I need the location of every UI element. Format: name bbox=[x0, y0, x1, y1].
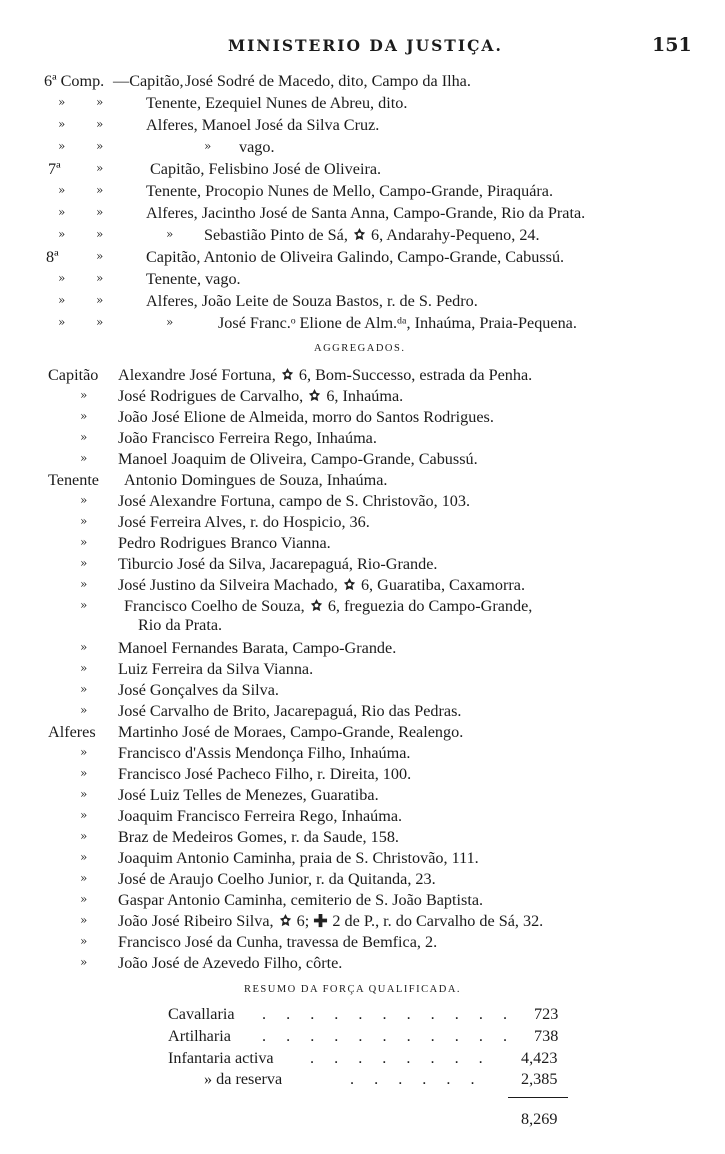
ditto-mark: » bbox=[80, 850, 88, 864]
aggregado-entry: José Alexandre Fortuna, campo de S. Christovão, 103. bbox=[118, 492, 471, 510]
ditto-mark: » bbox=[80, 661, 88, 675]
entry-text: José Rodrigues de Carvalho, bbox=[118, 387, 304, 405]
aggregado-entry: João Francisco Ferreira Rego, Inhaúma. bbox=[118, 429, 377, 447]
ditto-mark: » bbox=[80, 451, 88, 465]
ditto-mark: » bbox=[96, 139, 104, 153]
ditto-mark: » bbox=[58, 183, 66, 197]
ditto-mark: » bbox=[80, 808, 88, 822]
order-decoration-icon bbox=[307, 388, 322, 403]
ditto-mark: » bbox=[58, 293, 66, 307]
aggregado-entry: Francisco José da Cunha, travessa de Bemfica, 2. bbox=[118, 933, 438, 951]
leader-dots: . . . . . . . . bbox=[310, 1049, 491, 1067]
entry-text: 6, Guaratiba, Caxamorra. bbox=[360, 576, 525, 594]
order-decoration-icon bbox=[352, 227, 367, 242]
company-6-rank: —Capitão, bbox=[113, 72, 184, 90]
ditto-mark: » bbox=[58, 139, 66, 153]
company-8-label: 8ª bbox=[46, 248, 59, 266]
ditto-mark: » bbox=[96, 161, 104, 175]
aggregado-entry: Martinho José de Moraes, Campo-Grande, Realengo. bbox=[118, 723, 464, 741]
resumo-total: 8,269 bbox=[521, 1110, 558, 1128]
aggregado-entry: Pedro Rodrigues Branco Vianna. bbox=[118, 534, 331, 552]
aggregado-entry: Braz de Medeiros Gomes, r. da Saude, 158. bbox=[118, 828, 399, 846]
aggregado-entry: Joaquim Francisco Ferreira Rego, Inhaúma. bbox=[118, 807, 403, 825]
aggregado-entry bbox=[118, 387, 403, 405]
ditto-mark: » bbox=[96, 227, 104, 241]
aggregado-entry: Antonio Domingues de Souza, Inhaúma. bbox=[124, 471, 388, 489]
cross-decoration-icon bbox=[313, 913, 328, 928]
aggregado-entry bbox=[118, 912, 543, 930]
ditto-mark: » bbox=[80, 829, 88, 843]
entry-text: 6, Inhaúma. bbox=[326, 387, 404, 405]
ditto-mark: » bbox=[96, 315, 104, 329]
aggregado-entry: José Carvalho de Brito, Jacarepaguá, Rio das Pedras. bbox=[118, 702, 462, 720]
order-decoration-icon bbox=[309, 598, 324, 613]
company-7-label: 7ª bbox=[48, 160, 61, 178]
ditto-mark: » bbox=[80, 934, 88, 948]
order-decoration-icon bbox=[278, 913, 293, 928]
section-heading-resumo: RESUMO DA FORÇA QUALIFICADA. bbox=[244, 984, 462, 995]
ditto-mark: » bbox=[166, 315, 174, 329]
aggregado-entry: João José de Azevedo Filho, côrte. bbox=[118, 954, 343, 972]
aggregado-entry-continuation: Rio da Prata. bbox=[138, 616, 223, 634]
entry-text: 6, Bom-Successo, estrada da Penha. bbox=[298, 366, 533, 384]
aggregado-entry: Francisco José Pacheco Filho, r. Direita, 100. bbox=[118, 765, 412, 783]
aggregado-entry bbox=[124, 597, 532, 615]
aggregado-entry: Francisco d'Assis Mendonça Filho, Inhaúma. bbox=[118, 744, 411, 762]
rank-label: Capitão bbox=[48, 366, 99, 384]
ditto-mark: » bbox=[96, 183, 104, 197]
company-entry bbox=[204, 226, 540, 244]
ditto-mark: » bbox=[80, 493, 88, 507]
ditto-mark: » bbox=[96, 95, 104, 109]
aggregado-entry: Manoel Fernandes Barata, Campo-Grande. bbox=[118, 639, 397, 657]
entry-text: 6; bbox=[296, 912, 310, 930]
ditto-mark: » bbox=[80, 871, 88, 885]
aggregado-entry: José Ferreira Alves, r. do Hospicio, 36. bbox=[118, 513, 370, 531]
resumo-value: 738 bbox=[534, 1027, 559, 1045]
rank-label: Alferes bbox=[48, 723, 96, 741]
rank-label: Tenente bbox=[48, 471, 99, 489]
aggregado-entry: José de Araujo Coelho Junior, r. da Quitanda, 23. bbox=[118, 870, 436, 888]
ditto-mark: » bbox=[80, 682, 88, 696]
entry-text: João José Ribeiro Silva, bbox=[118, 912, 274, 930]
resumo-value: 4,423 bbox=[521, 1049, 558, 1067]
entry-text: 6, freguezia do Campo-Grande, bbox=[327, 597, 533, 615]
aggregado-entry: José Luiz Telles de Menezes, Guaratiba. bbox=[118, 786, 379, 804]
resumo-label: » da reserva bbox=[204, 1070, 283, 1088]
aggregado-entry bbox=[118, 576, 525, 594]
ditto-mark: » bbox=[96, 117, 104, 131]
ditto-mark: » bbox=[80, 514, 88, 528]
aggregado-entry bbox=[118, 366, 532, 384]
aggregado-entry: Manoel Joaquim de Oliveira, Campo-Grande, Cabussú. bbox=[118, 450, 478, 468]
ditto-mark: » bbox=[80, 766, 88, 780]
entry-text: 2 de P., r. do Carvalho de Sá, 32. bbox=[332, 912, 544, 930]
page-header-title: MINISTERIO DA JUSTIÇA. bbox=[228, 36, 503, 55]
ditto-mark: » bbox=[80, 388, 88, 402]
ditto-mark: » bbox=[80, 577, 88, 591]
resumo-label: Cavallaria bbox=[168, 1005, 235, 1023]
ditto-mark: » bbox=[58, 117, 66, 131]
ditto-mark: » bbox=[80, 535, 88, 549]
section-heading-aggregados: AGGREGADOS. bbox=[314, 343, 406, 354]
company-entry: Alferes, João Leite de Souza Bastos, r. de S. Pedro. bbox=[146, 292, 478, 310]
entry-text: Alexandre José Fortuna, bbox=[118, 366, 276, 384]
ditto-mark: » bbox=[80, 913, 88, 927]
ditto-mark: » bbox=[80, 598, 88, 612]
company-entry: José Franc.ᵒ Elione de Alm.ᵈᵃ, Inhaúma, Praia-Pequena. bbox=[218, 314, 577, 332]
leader-dots: . . . . . . bbox=[350, 1070, 483, 1088]
ditto-mark: » bbox=[80, 787, 88, 801]
company-entry: Alferes, Jacintho José de Santa Anna, Campo-Grande, Rio da Prata. bbox=[146, 204, 586, 222]
leader-dots: . . . . . . . . . . . bbox=[262, 1005, 515, 1023]
ditto-mark: » bbox=[80, 703, 88, 717]
company-entry: Capitão, Felisbino José de Oliveira. bbox=[150, 160, 382, 178]
ditto-mark: » bbox=[204, 139, 212, 153]
company-entry: Tenente, vago. bbox=[146, 270, 241, 288]
ditto-mark: » bbox=[80, 745, 88, 759]
aggregado-entry: Tiburcio José da Silva, Jacarepaguá, Rio-Grande. bbox=[118, 555, 438, 573]
resumo-label: Artilharia bbox=[168, 1027, 231, 1045]
ditto-mark: » bbox=[80, 892, 88, 906]
ditto-mark: » bbox=[166, 227, 174, 241]
entry-text: 6, Andarahy-Pequeno, 24. bbox=[370, 226, 540, 244]
ditto-mark: » bbox=[58, 95, 66, 109]
ditto-mark: » bbox=[80, 640, 88, 654]
ditto-mark: » bbox=[96, 271, 104, 285]
resumo-label: Infantaria activa bbox=[168, 1049, 274, 1067]
ditto-mark: » bbox=[80, 955, 88, 969]
company-entry: José Sodré de Macedo, dito, Campo da Ilha. bbox=[185, 72, 471, 90]
ditto-mark: » bbox=[58, 205, 66, 219]
leader-dots: . . . . . . . . . . . bbox=[262, 1027, 515, 1045]
ditto-mark: » bbox=[80, 409, 88, 423]
company-entry: Tenente, Ezequiel Nunes de Abreu, dito. bbox=[146, 94, 408, 112]
company-entry: Tenente, Procopio Nunes de Mello, Campo-Grande, Piraquára. bbox=[146, 182, 554, 200]
ditto-mark: » bbox=[58, 315, 66, 329]
entry-text: Sebastião Pinto de Sá, bbox=[204, 226, 348, 244]
company-entry: vago. bbox=[239, 138, 275, 156]
ditto-mark: » bbox=[80, 430, 88, 444]
page-number: 151 bbox=[652, 34, 692, 56]
ditto-mark: » bbox=[96, 293, 104, 307]
ditto-mark: » bbox=[80, 556, 88, 570]
aggregado-entry: Luiz Ferreira da Silva Vianna. bbox=[118, 660, 314, 678]
company-entry: Capitão, Antonio de Oliveira Galindo, Campo-Grande, Cabussú. bbox=[146, 248, 565, 266]
company-entry: Alferes, Manoel José da Silva Cruz. bbox=[146, 116, 380, 134]
ditto-mark: » bbox=[58, 271, 66, 285]
ditto-mark: » bbox=[96, 205, 104, 219]
entry-text: Francisco Coelho de Souza, bbox=[124, 597, 305, 615]
ditto-mark: » bbox=[58, 227, 66, 241]
resumo-value: 2,385 bbox=[521, 1070, 558, 1088]
order-decoration-icon bbox=[280, 367, 295, 382]
resumo-value: 723 bbox=[534, 1005, 559, 1023]
sum-rule bbox=[508, 1097, 568, 1098]
aggregado-entry: Joaquim Antonio Caminha, praia de S. Christovão, 111. bbox=[118, 849, 479, 867]
ditto-mark: » bbox=[96, 249, 104, 263]
order-decoration-icon bbox=[342, 577, 357, 592]
aggregado-entry: José Gonçalves da Silva. bbox=[118, 681, 279, 699]
aggregado-entry: João José Elione de Almeida, morro do Santos Rodrigues. bbox=[118, 408, 494, 426]
company-6-label: 6ª Comp. bbox=[44, 72, 105, 90]
entry-text: José Justino da Silveira Machado, bbox=[118, 576, 338, 594]
aggregado-entry: Gaspar Antonio Caminha, cemiterio de S. João Baptista. bbox=[118, 891, 484, 909]
